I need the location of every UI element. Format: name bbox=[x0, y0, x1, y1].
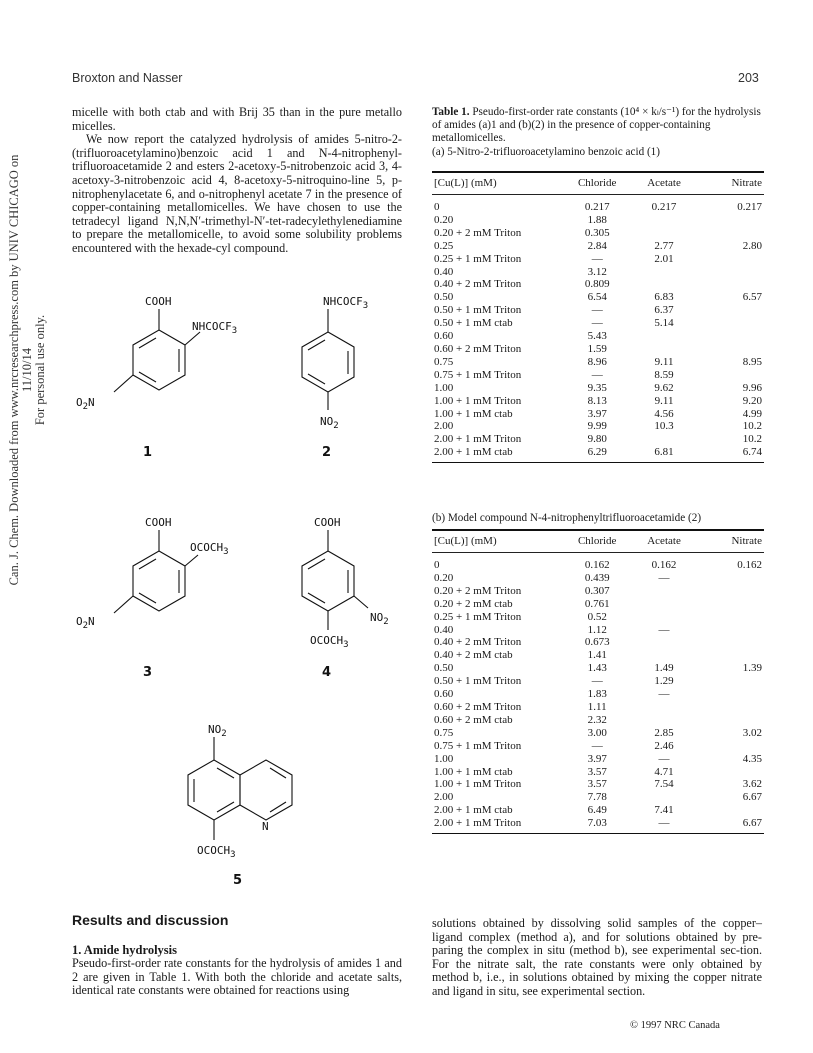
table-cell: 1.59 bbox=[587, 342, 607, 355]
table-row bbox=[432, 791, 764, 804]
structure-3 bbox=[76, 516, 229, 680]
table-cell: 2.80 bbox=[742, 239, 762, 252]
structure-2 bbox=[302, 295, 368, 460]
table-cell: 6.54 bbox=[587, 291, 607, 304]
table-cell bbox=[625, 701, 704, 714]
table-1-caption bbox=[432, 106, 762, 159]
table-cell: 2.46 bbox=[654, 739, 674, 752]
table-cell: 1.83 bbox=[587, 688, 607, 701]
table-cell: 4.56 bbox=[654, 407, 674, 420]
table-cell bbox=[625, 649, 704, 662]
structure-4-label: 4 bbox=[322, 665, 332, 680]
row-condition: 2.00 + 1 mM Triton bbox=[434, 817, 522, 830]
table-1-part-a-caption: (a) 5-Nitro-2-trifluoroacetylamino benzoic acid (1) bbox=[432, 145, 660, 158]
intro-paragraph-2: We now report the catalyzed hydrolysis of amides 5-nitro-2-(trifluoroacetylamino)benzoic acid 1 and N-4-nitrophenyl-trifluoroacetamide 2 and esters 2-acetoxy-5-nitrobenzoic acid 3, 4-acetoxy-3-nitrobenzoic acid 4, 8-acetoxy-5-nitroquino-line 5, p-nitrophenylacetate 6, and o-nitrophenyl acetate 7 in the presence of copper-containing metallomicelles. We have chosen to use the tetradecyl ligand N,N,N′-trimethyl-N′-tet-radecylethylenediamine to prepare the metallomicelle, to avoid some solubility problems encountered with the hexade-cyl compound. bbox=[72, 132, 402, 255]
table-cell: 0.162 bbox=[584, 559, 610, 571]
row-condition: 0 bbox=[434, 559, 440, 571]
intro-text bbox=[72, 106, 402, 256]
table-cell bbox=[704, 740, 764, 753]
table-row bbox=[432, 433, 764, 446]
row-condition: 0.40 + 2 mM Triton bbox=[434, 278, 522, 291]
table-row bbox=[432, 382, 764, 395]
table-cell: 1.29 bbox=[654, 675, 674, 688]
table-cell bbox=[704, 714, 764, 727]
row-condition: 0.40 + 2 mM Triton bbox=[434, 636, 522, 649]
table-row bbox=[432, 740, 764, 753]
table-row bbox=[432, 649, 764, 662]
table-row bbox=[432, 330, 764, 343]
table-cell: 7.41 bbox=[654, 804, 674, 817]
table-cell bbox=[704, 804, 764, 817]
table-row bbox=[432, 395, 764, 408]
table-cell bbox=[704, 624, 764, 637]
table-cell bbox=[704, 330, 764, 343]
structure-5-label: 5 bbox=[233, 873, 243, 888]
table-row bbox=[432, 214, 764, 227]
structure-1-nitro: $O_2N$ bbox=[76, 396, 95, 412]
table-cell: 5.14 bbox=[654, 317, 674, 330]
table-cell: — bbox=[658, 752, 670, 765]
table-cell: 1.12 bbox=[587, 623, 607, 636]
table-cell: 6.74 bbox=[742, 446, 762, 459]
watermark-line-2: For personal use only. bbox=[33, 314, 47, 426]
table-cell bbox=[625, 598, 704, 611]
table-cell bbox=[625, 227, 704, 240]
table-cell: 0.307 bbox=[584, 584, 610, 597]
table-cell: 9.35 bbox=[587, 381, 607, 394]
table-cell: 9.62 bbox=[654, 381, 674, 394]
row-condition: 1.00 bbox=[434, 381, 454, 394]
row-condition: 0.40 bbox=[434, 623, 454, 636]
results-paragraph-continued: solutions obtained by dissolving solid samples of the copper–ligand complex (method a), and for solutions obtained by pre-paring the complex in situ (method b), see experimental sec-tion. For the nitrate salt, the rate constants were only obtained by method b, i.e., in solutions obtained by mixing the copper nitrate and ligand in situ, see experimental section. bbox=[432, 916, 762, 998]
table-cell: 3.12 bbox=[587, 265, 607, 278]
row-condition: 0.20 + 2 mM Triton bbox=[434, 226, 522, 239]
structure-5-top: $NO_2$ bbox=[208, 723, 227, 739]
table-cell: 10.2 bbox=[742, 433, 762, 446]
row-condition: 0.60 + 2 mM Triton bbox=[434, 342, 522, 355]
table-row bbox=[432, 356, 764, 369]
table-cell bbox=[704, 649, 764, 662]
row-condition: 0.50 + 1 mM Triton bbox=[434, 675, 522, 688]
column-header: Nitrate bbox=[704, 530, 764, 553]
table-row bbox=[432, 420, 764, 433]
structure-4-nitro: $NO_2$ bbox=[370, 611, 389, 627]
row-condition: 0.50 + 1 mM ctab bbox=[434, 317, 513, 330]
row-condition: 1.00 + 1 mM Triton bbox=[434, 394, 522, 407]
column-header: Chloride bbox=[570, 172, 625, 195]
structure-4-bottom: $OCOCH_3$ bbox=[310, 634, 349, 650]
table-cell: 0.52 bbox=[587, 610, 607, 623]
table-row bbox=[432, 624, 764, 637]
table-cell: 0.162 bbox=[737, 559, 762, 571]
table-cell bbox=[625, 266, 704, 279]
table-cell bbox=[625, 636, 704, 649]
table-row bbox=[432, 727, 764, 740]
table-row bbox=[432, 291, 764, 304]
structure-1 bbox=[76, 295, 237, 460]
row-condition: 0.20 bbox=[434, 571, 454, 584]
table-row bbox=[432, 343, 764, 356]
table-row bbox=[432, 611, 764, 624]
structure-3-cooh: COOH bbox=[145, 516, 172, 529]
table-cell: 3.62 bbox=[742, 778, 762, 791]
table-cell: 2.84 bbox=[587, 239, 607, 252]
table-cell: — bbox=[658, 623, 670, 636]
table-cell: — bbox=[591, 368, 603, 381]
row-condition: 1.00 + 1 mM ctab bbox=[434, 407, 513, 420]
table-cell bbox=[704, 701, 764, 714]
row-condition: 2.00 bbox=[434, 791, 454, 804]
table-cell: 8.59 bbox=[654, 368, 674, 381]
table-cell bbox=[704, 585, 764, 598]
table-cell bbox=[625, 278, 704, 291]
table-cell: 2.32 bbox=[587, 713, 607, 726]
row-condition: 0.60 bbox=[434, 330, 454, 343]
row-condition: 0.75 + 1 mM Triton bbox=[434, 739, 522, 752]
row-condition: 0.50 + 1 mM Triton bbox=[434, 304, 522, 317]
row-condition: 0 bbox=[434, 201, 440, 213]
table-cell: — bbox=[658, 688, 670, 701]
intro-paragraph-1: micelle with both ctab and with Brij 35 than in the pure metallo micelles. bbox=[72, 105, 402, 133]
row-condition: 0.60 + 2 mM Triton bbox=[434, 700, 522, 713]
row-condition: 0.50 bbox=[434, 662, 454, 675]
table-cell bbox=[704, 675, 764, 688]
copyright-notice: © 1997 NRC Canada bbox=[630, 1020, 720, 1031]
table-row bbox=[432, 701, 764, 714]
results-paragraph: Pseudo-first-order rate constants for the hydrolysis of amides 1 and 2 are given in Table 1. With both the chloride and acetate salts, identical rate constants were obtained for reactions using bbox=[72, 956, 402, 998]
table-1-part-a bbox=[432, 171, 764, 463]
table-cell: 9.96 bbox=[742, 381, 762, 394]
table-cell bbox=[704, 214, 764, 227]
structure-1-cooh: COOH bbox=[145, 295, 172, 308]
row-condition: 0.50 bbox=[434, 291, 454, 304]
table-cell: 3.57 bbox=[587, 765, 607, 778]
table-cell: 1.11 bbox=[587, 700, 607, 713]
table-cell: 7.78 bbox=[587, 791, 607, 804]
table-row bbox=[432, 553, 764, 572]
table-cell: 1.43 bbox=[587, 662, 607, 675]
table-cell bbox=[704, 766, 764, 779]
structure-4-cooh: COOH bbox=[314, 516, 341, 529]
table-cell: — bbox=[591, 675, 603, 688]
row-condition: 0.20 bbox=[434, 213, 454, 226]
table-cell bbox=[704, 598, 764, 611]
table-cell: 6.29 bbox=[587, 446, 607, 459]
table-row bbox=[432, 317, 764, 330]
row-condition: 1.00 + 1 mM Triton bbox=[434, 778, 522, 791]
table-cell: 5.43 bbox=[587, 330, 607, 343]
column-header: Chloride bbox=[570, 530, 625, 553]
table-cell: 3.02 bbox=[742, 726, 762, 739]
table-cell: 4.71 bbox=[654, 765, 674, 778]
table-cell bbox=[704, 611, 764, 624]
table-cell: — bbox=[591, 317, 603, 330]
table-cell bbox=[704, 572, 764, 585]
table-cell bbox=[625, 330, 704, 343]
table-row bbox=[432, 753, 764, 766]
row-condition: 0.40 bbox=[434, 265, 454, 278]
page-number: 203 bbox=[738, 71, 759, 85]
table-cell bbox=[704, 369, 764, 382]
section-heading-results: Results and discussion bbox=[72, 912, 229, 928]
column-header: [Cu(L)] (mM) bbox=[432, 530, 570, 553]
table-cell: 10.3 bbox=[654, 420, 674, 433]
column-header: Nitrate bbox=[704, 172, 764, 195]
row-condition: 0.25 + 1 mM Triton bbox=[434, 252, 522, 265]
table-row bbox=[432, 408, 764, 421]
structure-3-label: 3 bbox=[143, 665, 153, 680]
table-cell: 2.77 bbox=[654, 239, 674, 252]
table-1-part-b-caption: (b) Model compound N-4-nitrophenyltrifluoroacetamide (2) bbox=[432, 512, 702, 524]
table-cell: 9.11 bbox=[654, 355, 674, 368]
table-cell: 1.88 bbox=[587, 213, 607, 226]
table-cell bbox=[704, 253, 764, 266]
table-cell: 0.217 bbox=[584, 201, 610, 213]
column-header: Acetate bbox=[625, 172, 704, 195]
table-row bbox=[432, 266, 764, 279]
row-condition: 0.75 bbox=[434, 355, 454, 368]
table-row bbox=[432, 804, 764, 817]
table-cell: 10.2 bbox=[742, 420, 762, 433]
table-cell: 3.00 bbox=[587, 726, 607, 739]
table-cell: — bbox=[591, 252, 603, 265]
table-cell: 2.85 bbox=[654, 726, 674, 739]
watermark-line-1: Can. J. Chem. Downloaded from www.nrcresearchpress.com by UNIV CHICAGO on 11/10/14 bbox=[7, 154, 34, 586]
table-cell: 0.217 bbox=[651, 201, 677, 213]
table-cell bbox=[704, 317, 764, 330]
row-condition: 0.60 bbox=[434, 688, 454, 701]
structure-3-nitro: $O_2N$ bbox=[76, 615, 95, 631]
table-cell bbox=[625, 343, 704, 356]
table-cell bbox=[704, 266, 764, 279]
table-row bbox=[432, 369, 764, 382]
subsection-heading-amide: 1. Amide hydrolysis bbox=[72, 943, 177, 957]
chemical-structures bbox=[72, 292, 412, 892]
table-row bbox=[432, 778, 764, 791]
table-cell: 3.97 bbox=[587, 407, 607, 420]
table-cell: 8.13 bbox=[587, 394, 607, 407]
row-condition: 0.25 bbox=[434, 239, 454, 252]
table-row bbox=[432, 636, 764, 649]
row-condition: 2.00 + 1 mM ctab bbox=[434, 804, 513, 817]
table-cell bbox=[704, 688, 764, 701]
row-condition: 0.25 + 1 mM Triton bbox=[434, 610, 522, 623]
row-condition: 2.00 bbox=[434, 420, 454, 433]
row-condition: 1.00 + 1 mM ctab bbox=[434, 765, 513, 778]
table-cell: 8.95 bbox=[742, 355, 762, 368]
table-cell: 7.54 bbox=[654, 778, 674, 791]
structure-4 bbox=[302, 516, 389, 680]
table-row bbox=[432, 766, 764, 779]
table-cell: 4.35 bbox=[742, 752, 762, 765]
table-1-caption-label: Table 1. bbox=[432, 106, 470, 118]
table-cell bbox=[625, 214, 704, 227]
column-header: Acetate bbox=[625, 530, 704, 553]
table-cell: — bbox=[658, 817, 670, 830]
table-row bbox=[432, 688, 764, 701]
structure-5 bbox=[188, 723, 292, 888]
table-cell: 0.162 bbox=[651, 559, 677, 571]
structure-5-ring-n: N bbox=[262, 820, 269, 833]
table-row bbox=[432, 585, 764, 598]
table-cell: — bbox=[591, 739, 603, 752]
table-cell: 6.81 bbox=[654, 446, 674, 459]
row-condition: 2.00 + 1 mM ctab bbox=[434, 446, 513, 459]
table-row bbox=[432, 714, 764, 727]
table-header-row bbox=[432, 172, 764, 195]
table-row bbox=[432, 240, 764, 253]
structure-1-label: 1 bbox=[143, 445, 153, 460]
table-row bbox=[432, 675, 764, 688]
table-cell bbox=[704, 278, 764, 291]
table-cell bbox=[625, 433, 704, 446]
table-row bbox=[432, 817, 764, 833]
table-cell: 3.57 bbox=[587, 778, 607, 791]
table-row bbox=[432, 278, 764, 291]
table-cell: 6.83 bbox=[654, 291, 674, 304]
table-1-part-b bbox=[432, 529, 764, 834]
table-cell: — bbox=[591, 304, 603, 317]
table-cell: 9.20 bbox=[742, 394, 762, 407]
table-cell: 0.673 bbox=[584, 636, 610, 649]
table-row bbox=[432, 598, 764, 611]
row-condition: 0.75 + 1 mM Triton bbox=[434, 368, 522, 381]
table-cell: 6.49 bbox=[587, 804, 607, 817]
table-cell: 0.809 bbox=[584, 278, 610, 291]
table-cell bbox=[704, 343, 764, 356]
table-cell: 1.49 bbox=[654, 662, 674, 675]
table-cell bbox=[704, 227, 764, 240]
structure-5-bottom: $OCOCH_3$ bbox=[197, 844, 236, 860]
table-cell: 0.305 bbox=[584, 226, 610, 239]
table-cell: — bbox=[658, 571, 670, 584]
table-row bbox=[432, 253, 764, 266]
table-cell: 1.39 bbox=[742, 662, 762, 675]
table-cell bbox=[625, 714, 704, 727]
table-cell: 0.217 bbox=[737, 201, 762, 213]
table-row bbox=[432, 195, 764, 214]
running-title: Broxton and Nasser bbox=[72, 71, 183, 85]
table-row bbox=[432, 662, 764, 675]
table-cell: 4.99 bbox=[742, 407, 762, 420]
row-condition: 0.20 + 2 mM Triton bbox=[434, 584, 522, 597]
row-condition: 0.60 + 2 mM ctab bbox=[434, 713, 513, 726]
structure-2-bottom: $NO_2$ bbox=[320, 415, 339, 431]
table-cell: 3.97 bbox=[587, 752, 607, 765]
table-row bbox=[432, 446, 764, 462]
structure-3-sub: $OCOCH_3$ bbox=[190, 541, 229, 557]
table-cell bbox=[704, 304, 764, 317]
table-cell: 9.99 bbox=[587, 420, 607, 433]
table-cell: 6.67 bbox=[742, 791, 762, 804]
table-cell: 9.11 bbox=[654, 394, 674, 407]
column-header: [Cu(L)] (mM) bbox=[432, 172, 570, 195]
structure-2-top: $NHCOCF_3$ bbox=[323, 295, 369, 311]
table-cell: 6.37 bbox=[654, 304, 674, 317]
table-cell: 6.57 bbox=[742, 291, 762, 304]
row-condition: 2.00 + 1 mM Triton bbox=[434, 433, 522, 446]
row-condition: 0.75 bbox=[434, 726, 454, 739]
row-condition: 1.00 bbox=[434, 752, 454, 765]
table-header-row bbox=[432, 530, 764, 553]
table-1-caption-text: Pseudo-first-order rate constants (10⁴ × kₗ/s⁻¹) for the hydrolysis of amides (a)1 and (b)(2) in the presence of copper-containing metallomicelles. bbox=[432, 106, 761, 145]
table-cell: 9.80 bbox=[587, 433, 607, 446]
table-cell: 0.439 bbox=[584, 571, 610, 584]
row-condition: 0.40 + 2 mM ctab bbox=[434, 649, 513, 662]
table-cell: 7.03 bbox=[587, 817, 607, 830]
table-row bbox=[432, 572, 764, 585]
structure-2-label: 2 bbox=[322, 445, 332, 460]
table-cell: 6.67 bbox=[742, 817, 762, 830]
table-cell: 0.761 bbox=[584, 597, 610, 610]
download-watermark bbox=[8, 150, 47, 590]
table-cell: 8.96 bbox=[587, 355, 607, 368]
table-row bbox=[432, 227, 764, 240]
table-cell bbox=[704, 636, 764, 649]
table-cell bbox=[625, 611, 704, 624]
table-row bbox=[432, 304, 764, 317]
table-cell bbox=[625, 791, 704, 804]
table-cell: 2.01 bbox=[654, 252, 674, 265]
table-cell bbox=[625, 585, 704, 598]
row-condition: 0.20 + 2 mM ctab bbox=[434, 597, 513, 610]
structure-1-sub: $NHCOCF_3$ bbox=[192, 320, 238, 336]
table-cell: 1.41 bbox=[587, 649, 607, 662]
